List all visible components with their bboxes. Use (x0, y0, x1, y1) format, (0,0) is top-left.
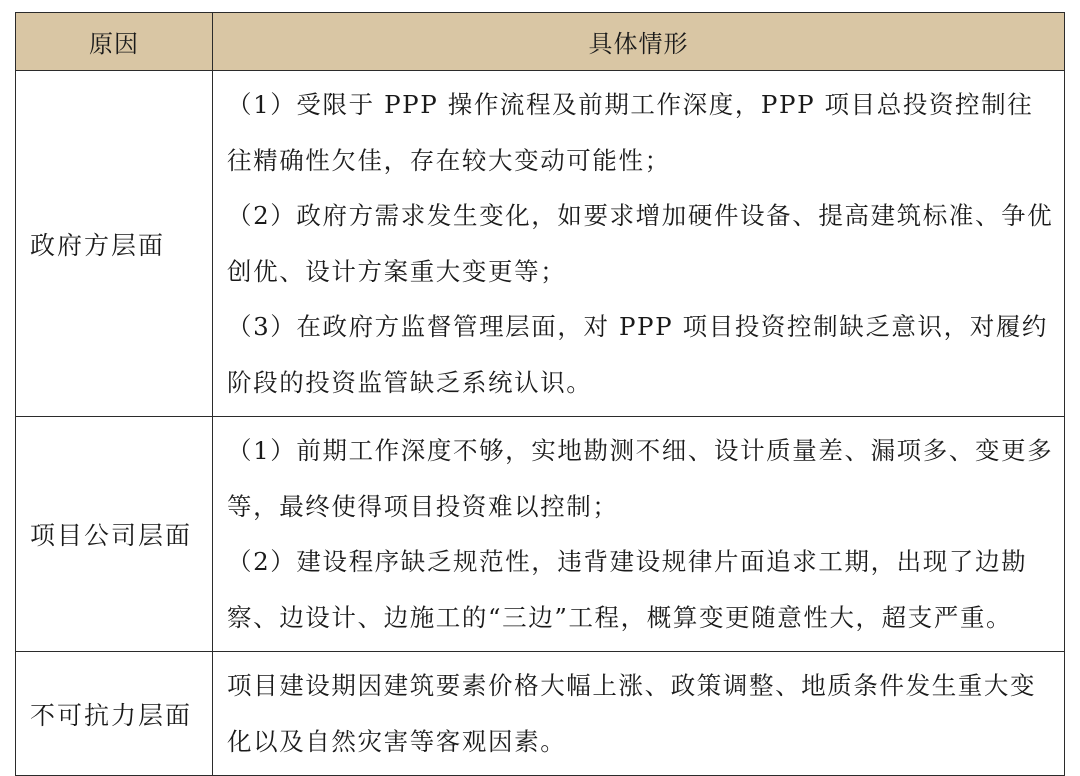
reason-cell: 政府方层面 (16, 71, 213, 417)
reason-cell: 项目公司层面 (16, 417, 213, 652)
header-detail: 具体情形 (213, 13, 1065, 71)
detail-item: （1）前期工作深度不够，实地勘测不细、设计质量差、漏项多、变更多等，最终使得项目投资难以控制； (227, 436, 1054, 521)
reasons-table (15, 12, 1065, 776)
detail-item: 项目建设期因建筑要素价格大幅上涨、政策调整、地质条件发生重大变化以及自然灾害等客观因素。 (227, 671, 1037, 756)
table-row (16, 652, 1065, 776)
detail-cell (213, 417, 1065, 652)
header-reason: 原因 (16, 13, 213, 71)
detail-item: （2）建设程序缺乏规范性，违背建设规律片面追求工期，出现了边勘察、边设计、边施工的“三边”工程，概算变更随意性大，超支严重。 (227, 547, 1028, 632)
table-row (16, 71, 1065, 417)
detail-item: （1）受限于 PPP 操作流程及前期工作深度，PPP 项目总投资控制往往精确性欠佳，存在较大变动可能性； (227, 90, 1034, 175)
detail-cell (213, 652, 1065, 776)
detail-item: （2）政府方需求发生变化，如要求增加硬件设备、提高建筑标准、争优创优、设计方案重大变更等； (227, 201, 1054, 286)
table-header-row (16, 13, 1065, 71)
detail-item: （3）在政府方监督管理层面，对 PPP 项目投资控制缺乏意识，对履约阶段的投资监管缺乏系统认识。 (227, 312, 1049, 397)
detail-cell (213, 71, 1065, 417)
reason-cell: 不可抗力层面 (16, 652, 213, 776)
table-row (16, 417, 1065, 652)
